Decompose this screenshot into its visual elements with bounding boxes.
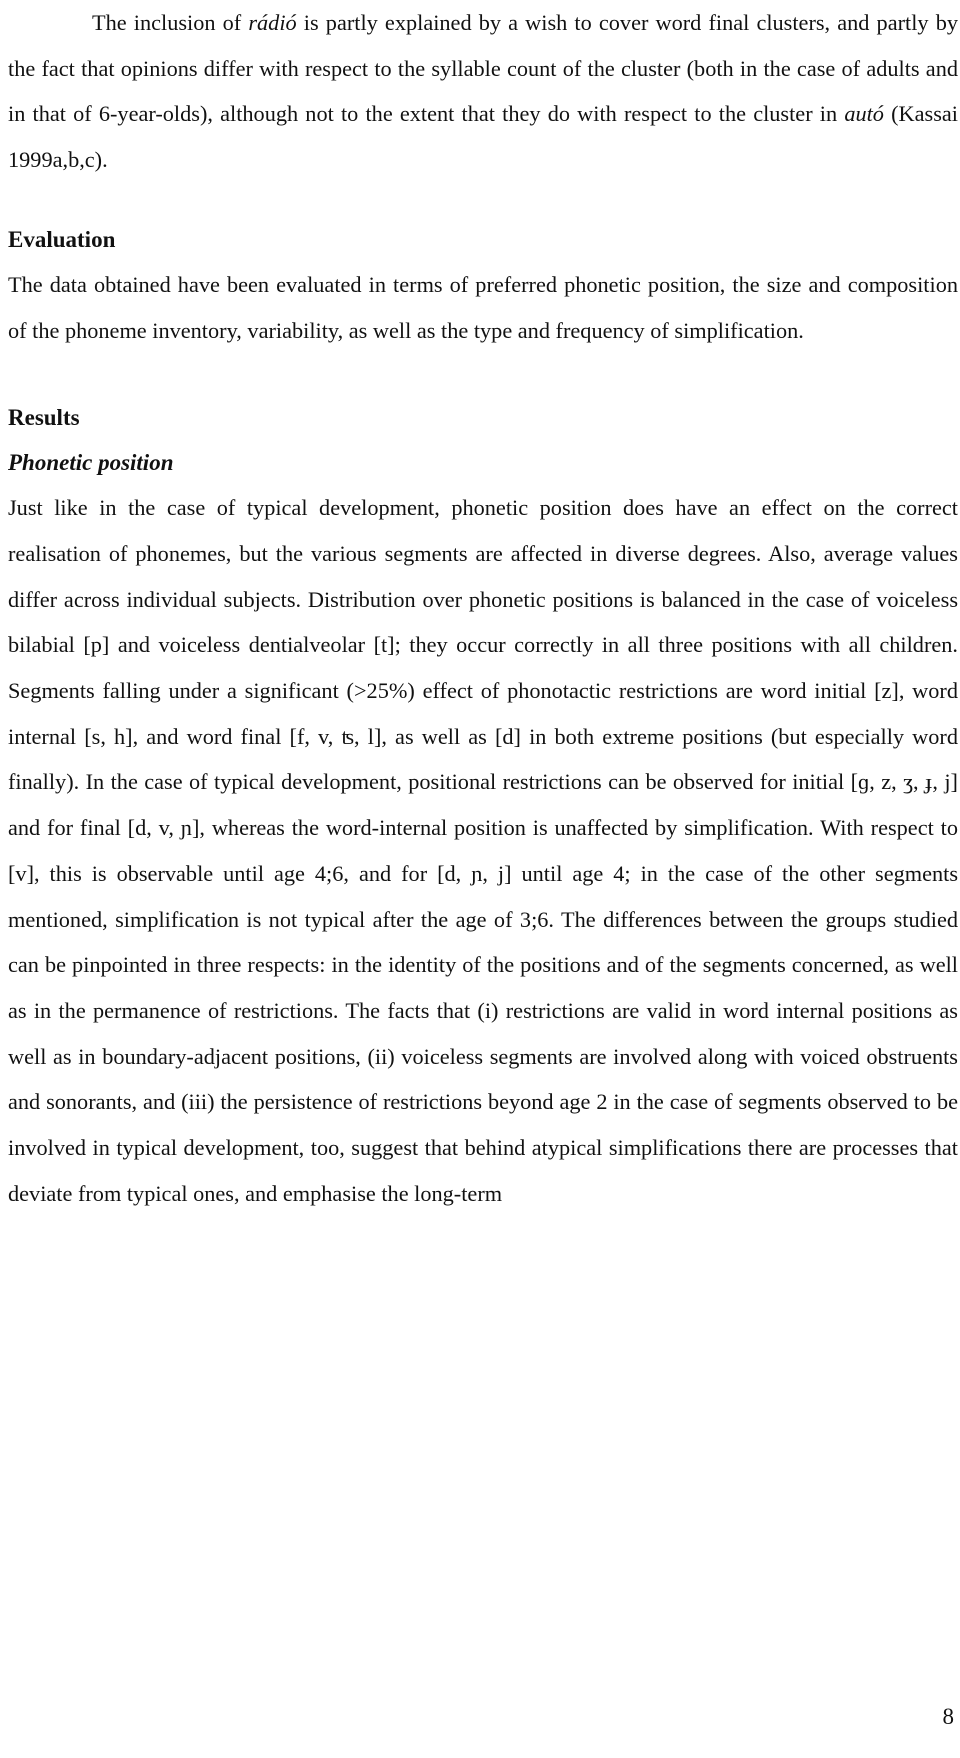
intro-text-1: The inclusion of bbox=[92, 10, 249, 35]
intro-text-3: (Kassai 1999a,b,c). bbox=[8, 101, 958, 173]
word-auto: autó bbox=[844, 101, 884, 127]
results-paragraph: Just like in the case of typical development, phonetic position does have an effect on the correct realisation of phonemes, but the various segments are affected in diverse degrees. Also, average values differ across individual subjects. Distribution over phonetic positions is balanced in the case of voiceless bilabial [p] and voiceless dentialveolar [t]; they occur correctly in all three positions with all children. Segments falling under a significant (>25%) effect of phonotactic restrictions are word initial [z], word internal [s, h], and word final [f, v, ʦ, l], as well as [d] in both extreme positions (but especially word finally). In the case of typical development, positional restrictions can be observed for initial [ɡ, z, ʒ, ɟ, j] and for final [d, v, ɲ], whereas the word-internal position is unaffected by simplification. With respect to [v], this is observable until age 4;6, and for [d, ɲ, j] until age 4; in the case of the other segments mentioned, simplification is not typical after the age of 3;6. The differences between the groups studied can be pinpointed in three respects: in the identity of the positions and of the segments concerned, as well as in the permanence of restrictions. The facts that (i) restrictions are valid in word internal positions as well as in boundary-adjacent positions, (ii) voiceless segments are involved along with voiced obstruents and sonorants, and (iii) the persistence of restrictions beyond age 2 in the case of segments observed to be involved in typical development, too, suggest that behind atypical simplifications there are processes that deviate from typical ones, and emphasise the long-term bbox=[8, 495, 958, 1206]
intro-paragraph bbox=[8, 0, 958, 183]
document-page bbox=[8, 0, 958, 1216]
results-heading: Results bbox=[8, 405, 80, 431]
evaluation-paragraph: The data obtained have been evaluated in terms of preferred phonetic position, the size and composition of the phoneme inventory, variability, as well as the type and frequency of simplification. bbox=[8, 271, 958, 343]
page-number: 8 bbox=[942, 1704, 954, 1729]
evaluation-heading: Evaluation bbox=[8, 226, 116, 252]
phonetic-position-subheading: Phonetic position bbox=[8, 450, 174, 476]
word-radio: rádió bbox=[248, 10, 297, 35]
intro-text-2: is partly explained by a wish to cover word final clusters, and partly by the fact that opinions differ with respect to the syllable count of the cluster (both in the case of adults and in that of 6-year-olds), although not to the extent that they do with respect to the cluster in bbox=[8, 10, 958, 127]
